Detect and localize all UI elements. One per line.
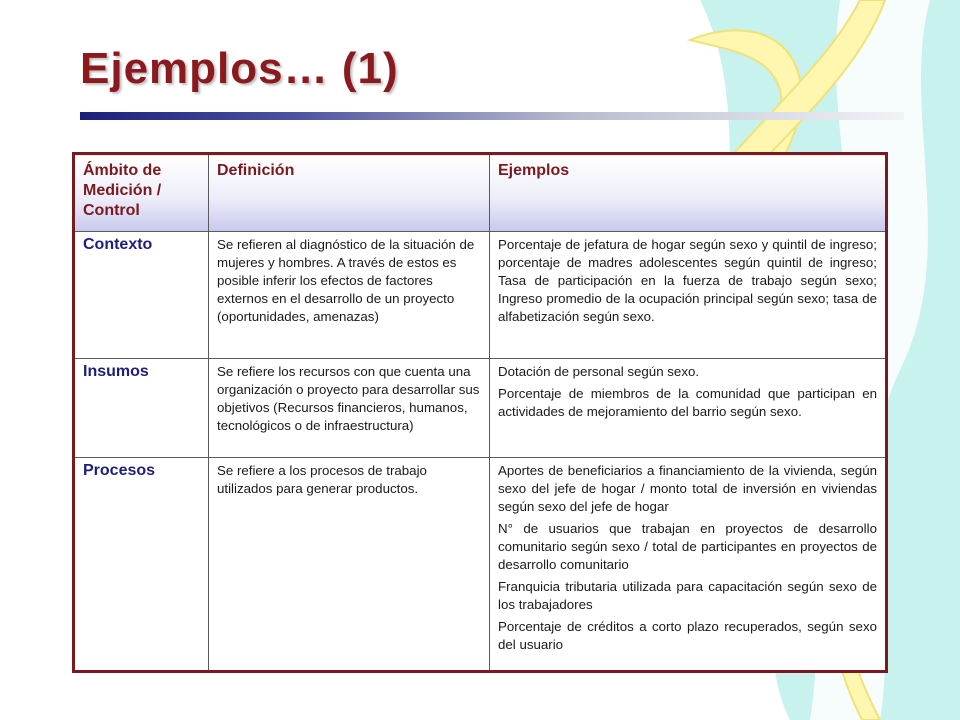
definition-cell: Se refiere a los procesos de trabajo utilizados para generar productos. [209,458,490,672]
example-item: Franquicia tributaria utilizada para capacitación según sexo de los trabajadores [498,579,877,612]
example-item: Aportes de beneficiarios a financiamiento de la vivienda, según sexo del jefe de hogar / monto total de inversión en viviendas según sexo del jefe de hogar [498,463,877,514]
table-row [74,359,887,458]
indicators-table [72,152,888,673]
header-ambito: Ámbito de Medición / Control [74,154,209,232]
title-underline-bar [80,112,904,120]
category-cell: Contexto [74,232,209,359]
table-row [74,232,887,359]
example-item: Dotación de personal según sexo. [498,364,700,379]
example-item: Porcentaje de jefatura de hogar según sexo y quintil de ingreso; porcentaje de madres adolescentes según quintil de ingreso; Tasa de participación en la fuerza de trabajo según sexo; Ingreso promedio de la ocupación principal según sexo; tasa de alfabetización según sexo. [498,237,877,324]
slide-title: Ejemplos… (1) [80,44,399,93]
header-definicion: Definición [209,154,490,232]
category-cell: Procesos [74,458,209,672]
examples-cell [490,359,887,458]
definition-cell: Se refieren al diagnóstico de la situación de mujeres y hombres. A través de estos es posible inferir los efectos de factores externos en el desarrollo de un proyecto (oportunidades, amenazas) [209,232,490,359]
table-header-row [74,154,887,232]
examples-cell [490,232,887,359]
definition-cell: Se refiere los recursos con que cuenta una organización o proyecto para desarrollar sus objetivos (Recursos financieros, humanos, tecnológicos o de infraestructura) [209,359,490,458]
examples-cell [490,458,887,672]
table-row [74,458,887,672]
example-item: Porcentaje de créditos a corto plazo recuperados, según sexo del usuario [498,619,877,652]
example-item: Porcentaje de miembros de la comunidad que participan en actividades de mejoramiento del barrio según sexo. [498,386,877,419]
example-item: N° de usuarios que trabajan en proyectos de desarrollo comunitario según sexo / total de participantes en proyectos de desarrollo comunitario [498,521,877,572]
category-cell: Insumos [74,359,209,458]
header-ejemplos: Ejemplos [490,154,887,232]
